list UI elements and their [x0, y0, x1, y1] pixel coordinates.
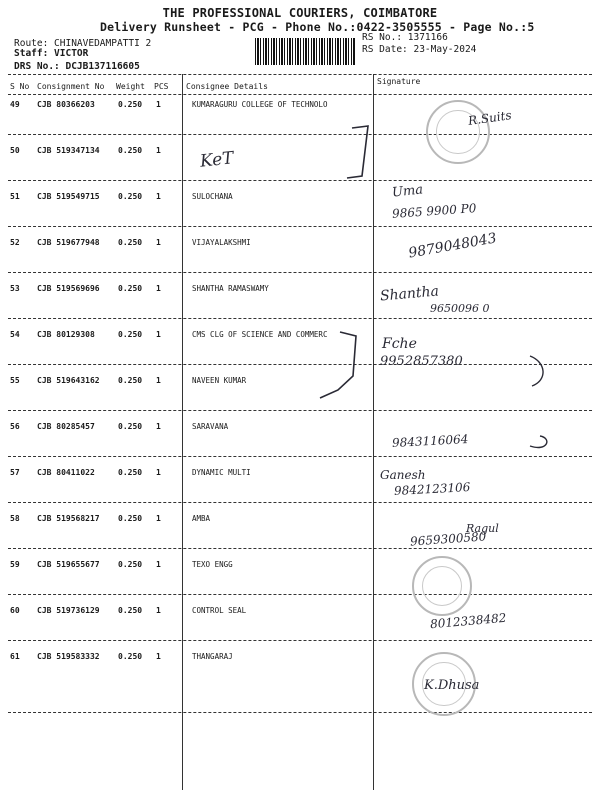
row-sno: 54 [10, 330, 20, 339]
row-sno: 57 [10, 468, 20, 477]
row-pcs: 1 [156, 468, 161, 477]
col-header-consignee: Consignee Details [186, 82, 268, 91]
row-sno: 53 [10, 284, 20, 293]
row-sno: 50 [10, 146, 20, 155]
phone-row-60: 8012338482 [429, 610, 507, 632]
row-consignment: CJB 519549715 [37, 192, 100, 201]
row-pcs: 1 [156, 514, 161, 523]
row-weight: 0.250 [118, 422, 143, 431]
row-consignee: CONTROL SEAL [192, 606, 247, 615]
row-pcs: 1 [156, 652, 161, 661]
row-sno: 61 [10, 652, 20, 661]
row-weight: 0.250 [118, 146, 143, 155]
row-sno: 55 [10, 376, 20, 385]
row-pcs: 1 [156, 376, 161, 385]
row-consignee: THANGARAJ [192, 652, 233, 661]
row-pcs: 1 [156, 146, 161, 155]
row-pcs: 1 [156, 100, 161, 109]
row-pcs: 1 [156, 192, 161, 201]
row-sno: 59 [10, 560, 20, 569]
row-weight: 0.250 [118, 192, 143, 201]
signature-row-54: Fche [382, 336, 417, 352]
row-weight: 0.250 [118, 376, 143, 385]
bracket-stroke-54-55 [320, 332, 356, 398]
row-consignee: SARAVANA [192, 422, 229, 431]
row-consignee: TEXO ENGG [192, 560, 233, 569]
col-header-weight: Weight [116, 82, 145, 91]
row-pcs: 1 [156, 238, 161, 247]
staff-info: Staff: VICTOR [14, 48, 89, 59]
row-consignee: SULOCHANA [192, 192, 233, 201]
rs-date: RS Date: 23-May-2024 [362, 44, 477, 55]
row-consignment: CJB 80366203 [37, 100, 95, 109]
row-sno: 49 [10, 100, 20, 109]
col-header-consignment: Consignment No [37, 82, 105, 91]
row-consignment: CJB 519347134 [37, 146, 100, 155]
row-consignment: CJB 519643162 [37, 376, 100, 385]
row-weight: 0.250 [118, 238, 143, 247]
col-header-pcs: PCS [154, 82, 169, 91]
college-stamp [426, 100, 490, 164]
route-info: Route: CHINAVEDAMPATTI 2 [14, 38, 152, 49]
col-header-signature: Signature [377, 77, 421, 86]
drs-number: DRS No.: DCJB137116605 [14, 61, 140, 72]
row-weight: 0.250 [118, 652, 143, 661]
row-consignment: CJB 519569696 [37, 284, 100, 293]
row-weight: 0.250 [118, 560, 143, 569]
curl-stroke-54 [530, 356, 543, 386]
row-weight: 0.250 [118, 100, 143, 109]
row-weight: 0.250 [118, 330, 143, 339]
bracket-stroke-49-50 [347, 126, 368, 178]
row-pcs: 1 [156, 560, 161, 569]
row-sno: 51 [10, 192, 20, 201]
signature-row-57: Ganesh [380, 468, 426, 482]
row-sno: 56 [10, 422, 20, 431]
row-sno: 52 [10, 238, 20, 247]
row-consignment: CJB 519736129 [37, 606, 100, 615]
signature-row-49: R.Suits [467, 108, 513, 128]
row-consignee: CMS CLG OF SCIENCE AND COMMERC [192, 330, 328, 339]
row-pcs: 1 [156, 422, 161, 431]
signature-row-53: Shantha [379, 283, 440, 305]
row-consignee: SHANTHA RAMASWAMY [192, 284, 269, 293]
curl-stroke-56 [530, 436, 547, 447]
handwritten-note-row-50: KeT [199, 148, 235, 172]
phone-row-51: 9865 9900 P0 [391, 201, 477, 221]
runsheet-subtitle: Delivery Runsheet - PCG - Phone No.:0422-3505555 - Page No.:5 [100, 20, 535, 34]
phone-row-52: 9879048043 [407, 230, 498, 262]
row-consignment: CJB 519677948 [37, 238, 100, 247]
page-title: THE PROFESSIONAL COURIERS, COIMBATORE [162, 6, 438, 20]
row-consignee: DYNAMIC MULTI [192, 468, 251, 477]
row-pcs: 1 [156, 330, 161, 339]
row-consignment: CJB 519568217 [37, 514, 100, 523]
phone-row-53: 9650096 0 [430, 302, 490, 315]
row-sno: 58 [10, 514, 20, 523]
phone-row-57: 9842123106 [393, 480, 471, 498]
row-weight: 0.250 [118, 606, 143, 615]
signature-row-61: K.Dhusa [424, 678, 480, 693]
rs-number: RS No.: 1371166 [362, 32, 448, 43]
row-consignee: VIJAYALAKSHMI [192, 238, 251, 247]
row-pcs: 1 [156, 606, 161, 615]
phone-row-54: 9952857380 [380, 354, 463, 369]
company-stamp [412, 556, 472, 616]
row-weight: 0.250 [118, 468, 143, 477]
row-consignment: CJB 80285457 [37, 422, 95, 431]
row-consignment: CJB 519583332 [37, 652, 100, 661]
row-consignment: CJB 80411022 [37, 468, 95, 477]
row-consignment: CJB 80129308 [37, 330, 95, 339]
signature-row-51: Uma [391, 182, 424, 201]
row-pcs: 1 [156, 284, 161, 293]
row-weight: 0.250 [118, 514, 143, 523]
col-header-sno: S No [10, 82, 30, 91]
row-consignee: AMBA [192, 514, 211, 523]
row-sno: 60 [10, 606, 20, 615]
row-consignee: NAVEEN KUMAR [192, 376, 247, 385]
row-weight: 0.250 [118, 284, 143, 293]
phone-row-58: 9659300580 [409, 529, 487, 549]
signature-row-58: Ragul [466, 522, 499, 535]
row-consignment: CJB 519655677 [37, 560, 100, 569]
row-consignee: KUMARAGURU COLLEGE OF TECHNOLO [192, 100, 328, 109]
phone-row-56: 9843116064 [391, 432, 469, 450]
